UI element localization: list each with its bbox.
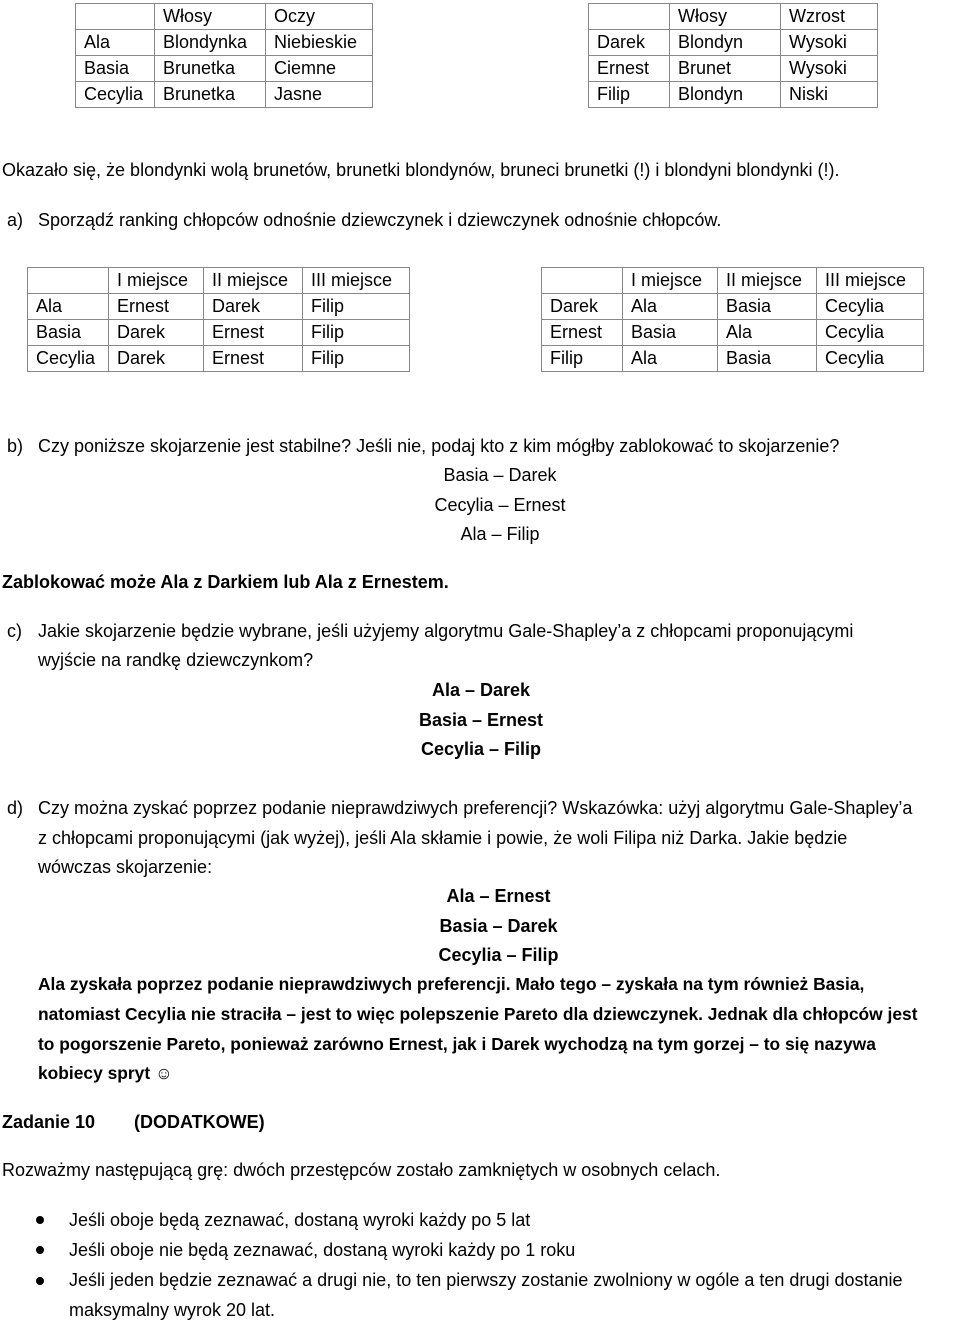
table-row	[76, 4, 373, 30]
bullet-icon	[36, 1216, 44, 1224]
table-cell: Ala	[76, 30, 155, 56]
table-cell: Blondyn	[670, 30, 781, 56]
table-cell: Blondynka	[155, 30, 266, 56]
table-row	[76, 56, 373, 82]
part-d-marker: d)	[7, 798, 24, 818]
table-row	[542, 294, 924, 320]
table-cell: Cecylia	[28, 346, 109, 372]
table-cell: Brunet	[670, 56, 781, 82]
table-cell: Ernest	[204, 320, 303, 346]
part-b-marker: b)	[7, 436, 24, 456]
table-cell: Basia	[76, 56, 155, 82]
girls-ranking-table	[27, 267, 410, 372]
table-cell: Filip	[589, 82, 670, 108]
table-cell: Ala	[718, 320, 817, 346]
table-cell: Blondyn	[670, 82, 781, 108]
part-d-answer: kobiecy spryt ☺	[38, 1063, 173, 1083]
table-cell: Filip	[303, 320, 410, 346]
table-cell: Cecylia	[817, 320, 924, 346]
table-cell: Brunetka	[155, 82, 266, 108]
table-cell: Basia	[718, 346, 817, 372]
table-cell: II miejsce	[718, 268, 817, 294]
table-cell: Basia	[28, 320, 109, 346]
part-c-marker: c)	[7, 621, 22, 641]
table-cell: Basia	[718, 294, 817, 320]
table-row	[28, 268, 410, 294]
table-cell: Ernest	[109, 294, 204, 320]
part-d-line: z chłopcami proponującymi (jak wyżej), jeśli Ala skłamie i powie, że woli Filipa niż Darka. Jakie będzie	[38, 828, 848, 848]
pair-text: Cecylia – Filip	[420, 739, 542, 759]
pair-text: Cecylia – Filip	[438, 945, 559, 965]
table-cell: I miejsce	[623, 268, 718, 294]
pair-text: Basia – Darek	[439, 916, 558, 936]
table-cell: Darek	[589, 30, 670, 56]
table-cell: Cecylia	[76, 82, 155, 108]
part-d-answer: Ala zyskała poprzez podanie nieprawdziwych preferencji. Mało tego – zyskała na tym również Basia,	[38, 974, 865, 994]
table-cell: Jasne	[266, 82, 373, 108]
table-cell: Wzrost	[781, 4, 878, 30]
table-cell: III miejsce	[817, 268, 924, 294]
table-row	[589, 82, 878, 108]
table-cell: Darek	[109, 346, 204, 372]
table-cell: Filip	[542, 346, 623, 372]
table-cell: Ala	[28, 294, 109, 320]
pair-text: Ala – Filip	[460, 524, 540, 544]
part-b-answer: Zablokować może Ala z Darkiem lub Ala z Ernestem.	[2, 572, 449, 592]
table-cell: Ernest	[589, 56, 670, 82]
table-cell: Oczy	[266, 4, 373, 30]
part-a-marker: a)	[7, 210, 24, 230]
part-d-line: wówczas skojarzenie:	[38, 857, 213, 877]
pair-text: Cecylia – Ernest	[434, 495, 566, 515]
girls-traits-table	[75, 3, 373, 108]
table-row	[589, 4, 878, 30]
list-item: Jeśli jeden będzie zeznawać a drugi nie, to ten pierwszy zostanie zwolniony w ogóle a ten drugi dostanie	[69, 1270, 903, 1290]
list-item: Jeśli oboje będą zeznawać, dostaną wyroki każdy po 5 lat	[69, 1210, 531, 1230]
boys-traits-table	[588, 3, 878, 108]
intro-text: Okazało się, że blondynki wolą brunetów, brunetki blondynów, bruneci brunetki (!) i blondyni blondynki (!).	[2, 160, 840, 180]
table-cell: III miejsce	[303, 268, 410, 294]
part-c-line: Jakie skojarzenie będzie wybrane, jeśli użyjemy algorytmu Gale-Shapley’a z chłopcami proponującymi	[38, 621, 854, 641]
table-cell: II miejsce	[204, 268, 303, 294]
table-cell: Niebieskie	[266, 30, 373, 56]
table-cell: Niski	[781, 82, 878, 108]
part-b-text: Czy poniższe skojarzenie jest stabilne? Jeśli nie, podaj kto z kim mógłby zablokować to skojarzenie?	[38, 436, 840, 456]
part-a-text: Sporządź ranking chłopców odnośnie dziewczynek i dziewczynek odnośnie chłopców.	[38, 210, 722, 230]
list-item-continuation: maksymalny wyrok 20 lat.	[69, 1300, 276, 1320]
table-row	[542, 346, 924, 372]
list-item: Jeśli oboje nie będą zeznawać, dostaną wyroki każdy po 1 roku	[69, 1240, 576, 1260]
table-cell: Włosy	[155, 4, 266, 30]
table-cell: Darek	[204, 294, 303, 320]
table-cell	[542, 268, 623, 294]
task-tag: (DODATKOWE)	[134, 1112, 265, 1132]
table-cell: Włosy	[670, 4, 781, 30]
table-cell	[28, 268, 109, 294]
part-d-answer: to pogorszenie Pareto, ponieważ zarówno Ernest, jak i Darek wychodzą na tym gorzej – to się nazywa	[38, 1034, 876, 1054]
table-row	[28, 320, 410, 346]
table-cell: Filip	[303, 294, 410, 320]
table-cell: Ala	[623, 294, 718, 320]
task-intro: Rozważmy następującą grę: dwóch przestępców zostało zamkniętych w osobnych celach.	[2, 1160, 721, 1180]
table-row	[28, 346, 410, 372]
task-label: Zadanie 10	[2, 1112, 96, 1132]
table-row	[589, 30, 878, 56]
table-cell: Brunetka	[155, 56, 266, 82]
table-cell: Ciemne	[266, 56, 373, 82]
table-cell: Cecylia	[817, 294, 924, 320]
table-cell	[76, 4, 155, 30]
pair-text: Ala – Darek	[431, 680, 531, 700]
pair-text: Basia – Ernest	[418, 710, 544, 730]
bullet-icon	[36, 1277, 44, 1285]
table-row	[28, 294, 410, 320]
pair-text: Ala – Ernest	[446, 886, 551, 906]
table-cell: I miejsce	[109, 268, 204, 294]
table-row	[542, 268, 924, 294]
table-cell: Ernest	[204, 346, 303, 372]
table-cell: Cecylia	[817, 346, 924, 372]
boys-ranking-table	[541, 267, 924, 372]
part-d-answer: natomiast Cecylia nie straciła – jest to więc polepszenie Pareto dla dziewczynek. Jednak dla chłopców jest	[38, 1004, 918, 1024]
table-row	[76, 30, 373, 56]
table-row	[542, 320, 924, 346]
table-cell	[589, 4, 670, 30]
pair-text: Basia – Darek	[443, 465, 557, 485]
table-cell: Wysoki	[781, 30, 878, 56]
table-cell: Wysoki	[781, 56, 878, 82]
part-c-line: wyjście na randkę dziewczynkom?	[38, 650, 314, 670]
bullet-icon	[36, 1246, 44, 1254]
table-cell: Filip	[303, 346, 410, 372]
table-cell: Basia	[623, 320, 718, 346]
table-cell: Ernest	[542, 320, 623, 346]
table-cell: Darek	[542, 294, 623, 320]
table-cell: Ala	[623, 346, 718, 372]
table-row	[589, 56, 878, 82]
table-row	[76, 82, 373, 108]
part-d-line: Czy można zyskać poprzez podanie nieprawdziwych preferencji? Wskazówka: użyj algorytmu Gale-Shapley’a	[38, 798, 913, 818]
table-cell: Darek	[109, 320, 204, 346]
